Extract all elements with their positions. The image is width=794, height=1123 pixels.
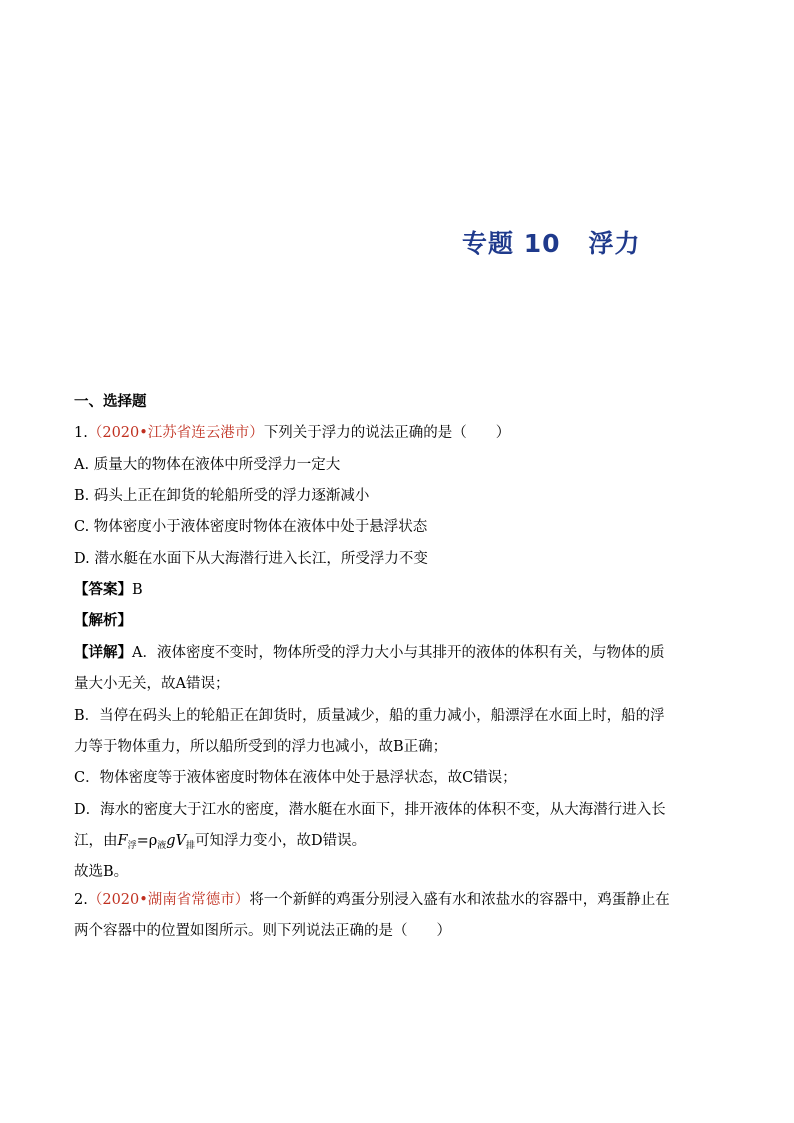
- title-name: 浮力: [588, 229, 641, 258]
- question-source: （2020•湖南省常德市）: [87, 892, 250, 908]
- question-text: 下列关于浮力的说法正确的是（ ）: [263, 425, 511, 441]
- detail-label: 【详解】: [74, 644, 132, 661]
- option-d: D. 潜水艇在水面下从大海潜行进入长江，所受浮力不变: [74, 551, 428, 567]
- question-1-stem: [74, 423, 510, 443]
- question-source: （2020•江苏省连云港市）: [87, 425, 264, 441]
- answer-label: 【答案】: [74, 581, 132, 598]
- title-number: 10: [523, 229, 561, 258]
- analysis-label: 【解析】: [74, 612, 132, 629]
- question-2-stem: 2.（2020•湖南省常德市）将一个新鲜的鸡蛋分别浸入盛有水和浓盐水的容器中，鸡蛋静止在: [74, 892, 670, 908]
- formula-f: F: [117, 833, 128, 849]
- answer-value: B: [132, 582, 143, 598]
- detail-line-1: 【详解】A．液体密度不变时，物体所受的浮力大小与其排开的液体的体积有关，与物体的质: [74, 644, 665, 661]
- option-b: B. 码头上正在卸货的轮船所受的浮力逐渐减小: [74, 488, 370, 504]
- section-heading: 一、选择题: [74, 393, 147, 410]
- detail-line-6: D．海水的密度大于江水的密度，潜水艇在水面下，排开液体的体积不变，从大海潜行进入长: [74, 802, 666, 818]
- question-number: 2.: [74, 892, 88, 908]
- detail-line-2: 量大小无关，故A错误；: [74, 676, 230, 692]
- question-number: 1.: [74, 425, 88, 441]
- question-2-stem-cont: 两个容器中的位置如图所示。则下列说法正确的是（ ）: [74, 923, 451, 939]
- answer-line: [74, 580, 143, 600]
- option-c: C. 物体密度小于液体密度时物体在液体中处于悬浮状态: [74, 519, 428, 535]
- option-a: A. 质量大的物体在液体中所受浮力一定大: [74, 457, 341, 473]
- detail-line-4: 力等于物体重力，所以船所受到的浮力也减小，故B正确；: [74, 739, 448, 755]
- page-title: [462, 224, 641, 260]
- conclusion-line: 故选B。: [74, 864, 129, 880]
- detail-line-3: B．当停在码头上的轮船正在卸货时，质量减少，船的重力减小，船漂浮在水面上时，船的浮: [74, 708, 665, 724]
- detail-line-5: C．物体密度等于液体密度时物体在液体中处于悬浮状态，故C错误；: [74, 770, 517, 786]
- title-prefix: 专题: [462, 229, 515, 258]
- formula-line: 江，由$F_浮=\rho_液gV_排$可知浮力变小，故D错误。: [74, 833, 367, 851]
